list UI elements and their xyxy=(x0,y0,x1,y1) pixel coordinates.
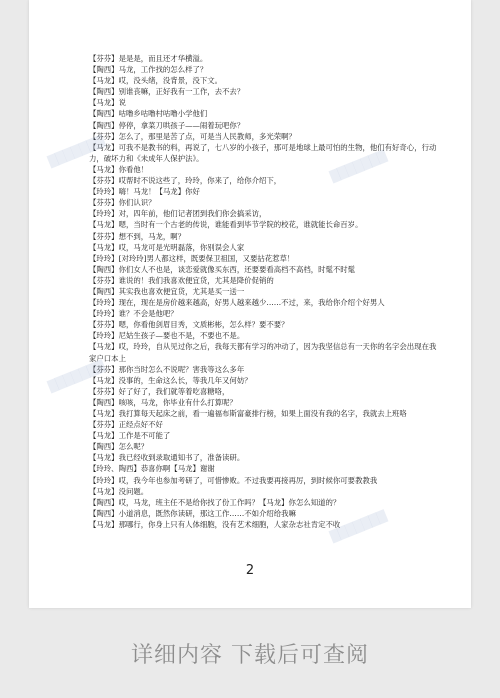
dialogue-line: 【陶西】停停，拿菜刀哄孩子——闹着玩吧你？ xyxy=(89,120,245,130)
dialogue-line: 【芬芬】正经点好不好 xyxy=(89,420,163,430)
dialogue-line: 【陶西】小道消息，既然你读研，那这工作……不如介绍给我嘛 xyxy=(89,508,296,518)
dialogue-line: 【玲玲】现在，现在是房价越来越高，好男人越来越少……不过，来，我给你介绍个好男人 xyxy=(89,298,385,308)
dialogue-line: 【马龙】哎，马龙可是光明磊落，你别误会人家 xyxy=(89,242,245,252)
footer-caption: 详细内容 下载后可查阅 xyxy=(131,642,369,668)
dialogue-line: 【玲玲】谁？不会是他吧？ xyxy=(89,309,178,319)
dialogue-line: 【马龙】可我不是教书的料，再说了，七八岁的小孩子，那可是地球上最可怕的生物，他们有好奇心，行动力，破坏力和《未成年人保护法》。 xyxy=(89,142,437,163)
dialogue-line: 【马龙】哎，玲玲，自从见过你之后，我每天都有学习的冲动了，因为我坚信总有一天你的名字会出现在我家户口本上 xyxy=(89,342,437,363)
dialogue-line: 【马龙】我已经收到录取通知书了，准备读研。 xyxy=(89,453,245,463)
footer-bar xyxy=(0,608,500,698)
dialogue-line: 【马龙】那哪行，你身上只有人体细胞，没有艺术细胞，人家杂志社肯定不收 xyxy=(89,519,341,529)
dialogue-line: 【马龙】工作是不可能了 xyxy=(89,431,171,441)
dialogue-line: 【芬芬】那你当时怎么不说呢？害我等这么多年 xyxy=(89,364,245,374)
dialogue-line: 【马龙】没事的，生命这么长，等我几年又何妨？ xyxy=(89,375,252,385)
dialogue-line: 【陶西】马龙，工作找的怎么样了？ xyxy=(89,65,208,75)
dialogue-line: 【陶西】咳咳，马龙，你毕业有什么打算呢？ xyxy=(89,397,237,407)
dialogue-line: 【马龙】嗯，当时有一个古老的传说，谁能看到毕节学院的校花，谁就能长命百岁。 xyxy=(89,220,363,230)
dialogue-text xyxy=(89,53,439,530)
dialogue-line: 【玲玲、陶西】恭喜你啊【马龙】谢谢 xyxy=(89,464,215,474)
page-number: 2 xyxy=(245,563,255,578)
watermark: ███████ xyxy=(46,134,107,169)
dialogue-line: 【芬芬】好了好了，我们就等着吃喜糖咯， xyxy=(89,386,230,396)
dialogue-line: 【马龙】没问题。 xyxy=(89,486,149,496)
dialogue-line: 【芬芬】你们认识？ xyxy=(89,198,156,208)
dialogue-line: 【陶西】怎么呢？ xyxy=(89,442,149,452)
dialogue-line: 【马龙】你看他！ xyxy=(89,164,149,174)
dialogue-line: 【芬芬】嗯，你看他剑眉目秀，文质彬彬，怎么样？要不要？ xyxy=(89,320,289,330)
dialogue-line: 【马龙】哎，没头绪，没背景，没下文。 xyxy=(89,76,223,86)
document-page xyxy=(29,0,471,608)
dialogue-line: 【玲玲】对，四年前，他们记者团到我们你会搞采访， xyxy=(89,209,267,219)
dialogue-line: 【玲玲】尼姑生孩子—要也不是，不要也不是。 xyxy=(89,331,245,341)
dialogue-line: 【马龙】我打算每天起床之前，看一遍福布斯富豪排行榜，如果上面没有我的名字，我就去上班咯 xyxy=(89,409,407,418)
dialogue-line: 【芬芬】是是是，而且还才华横溢。 xyxy=(89,54,208,63)
watermark: ███████ xyxy=(46,359,107,394)
dialogue-line: 【陶西】其实我也喜欢便宜货，尤其是买一送一 xyxy=(89,286,245,296)
dialogue-line: 【芬芬】怎么了，那里是苦了点，可是当人民教师，多光荣啊？ xyxy=(89,131,296,141)
dialogue-line: 【芬芬】谁说的！我们我喜欢便宜货，尤其是降价促销的 xyxy=(89,275,274,285)
dialogue-line: 【陶西】你们女人不也是，谈恋爱就像买东西，还要要看高档不高档，时髦不时髦 xyxy=(89,264,356,274)
dialogue-line: 【玲玲】嗨！马龙！【马龙】你好 xyxy=(89,187,200,197)
dialogue-line: 【陶西】别谁丧嘛，正好我有一工作，去不去？ xyxy=(89,87,245,97)
watermark: ███████ xyxy=(328,509,389,544)
watermark: ███████ xyxy=(328,149,389,184)
dialogue-line: 【马龙】说 xyxy=(89,98,126,108)
dialogue-line: 【陶西】哎，马龙，班主任不是给你找了份工作吗？【马龙】你怎么知道的？ xyxy=(89,497,341,507)
dialogue-line: 【玲玲】[对玲玲]男人都这样，既要保卫祖国，又要拈花惹草！ xyxy=(89,253,295,263)
dialogue-line: 【芬芬】哎帮时不说这些了，玲玲，你来了，给你介绍下， xyxy=(89,176,282,186)
dialogue-line: 【陶西】咕噜乡咕噜村咕噜小学他们 xyxy=(89,109,208,119)
dialogue-line: 【玲玲】哎，我今年也参加考研了，可惜惨败。不过我要再接再厉，到时候你可要教教我 xyxy=(89,475,378,485)
dialogue-line: 【芬芬】想不到，马龙，啊？ xyxy=(89,231,186,241)
